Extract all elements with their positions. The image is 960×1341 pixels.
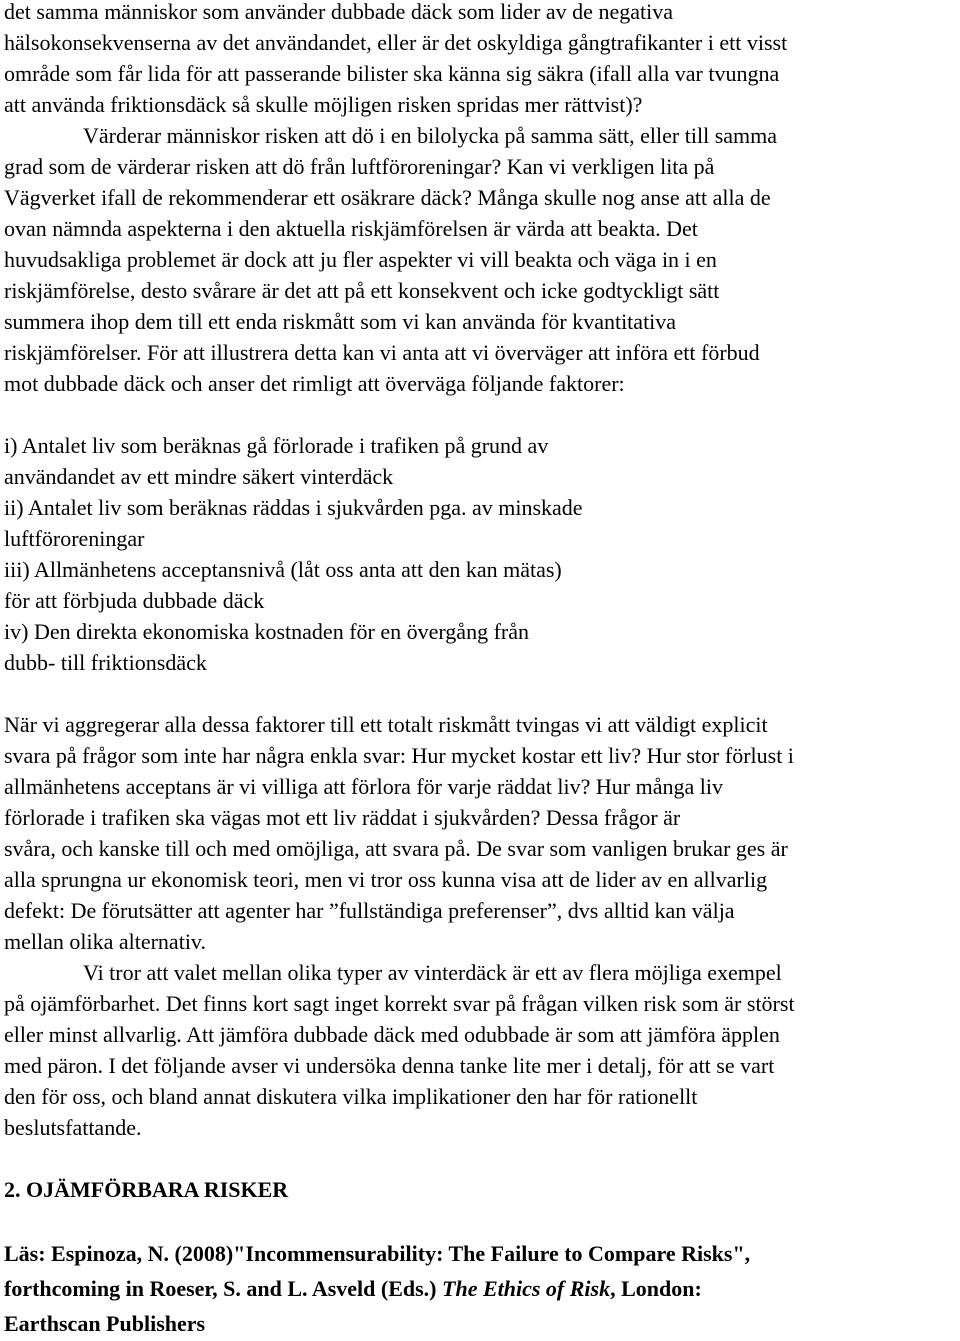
text-line: det samma människor som använder dubbade däck som lider av de negativa [4,0,673,24]
text-line: med päron. I det följande avser vi undersöka denna tanke lite mer i detalj, för att se vart [4,1053,775,1078]
reference-line: Earthscan Publishers [4,1311,206,1336]
spacer [4,1143,956,1174]
text-line: defekt: De förutsätter att agenter har ”fullständiga preferenser”, dvs alltid kan välja [4,898,735,923]
reading-reference [4,1236,956,1341]
text-line: område som får lida för att passerande bilister ska känna sig säkra (ifall alla var tvungna [4,61,780,86]
text-line: svara på frågor som inte har några enkla svar: Hur mycket kostar ett liv? Hur stor förlust i [4,743,794,768]
text-line: mot dubbade däck och anser det rimligt att överväga följande faktorer: [4,371,625,396]
document-page [4,0,956,1341]
section-heading: 2. OJÄMFÖRBARA RISKER [4,1177,289,1202]
book-title: The Ethics of Risk [442,1276,611,1301]
paragraph-intro [4,0,956,399]
list-item: dubb- till friktionsdäck [4,650,207,675]
text-line: När vi aggregerar alla dessa faktorer till ett totalt riskmått tvingas vi att väldigt explicit [4,712,768,737]
text-line: Värderar människor risken att dö i en bilolycka på samma sätt, eller till samma [83,123,778,148]
list-item: användandet av ett mindre säkert vinterdäck [4,464,394,489]
paragraph-incommensurability [4,957,956,1143]
text-line: beslutsfattande. [4,1115,142,1140]
text-line: på ojämförbarhet. Det finns kort sagt inget korrekt svar på frågan vilken risk som är störst [4,991,795,1016]
text-line: svåra, och kanske till och med omöjliga, att svara på. De svar som vanligen brukar ges är [4,836,788,861]
text-line: riskjämförelser. För att illustrera detta kan vi anta att vi överväger att införa ett förbud [4,340,760,365]
text-line: mellan olika alternativ. [4,929,206,954]
text-line: eller minst allvarlig. Att jämföra dubbade däck med odubbade är som att jämföra äpplen [4,1022,780,1047]
text-line: allmänhetens acceptans är vi villiga att förlora för varje räddat liv? Hur många liv [4,774,723,799]
text-line: summera ihop dem till ett enda riskmått som vi kan använda för kvantitativa [4,309,677,334]
list-item: luftföroreningar [4,526,145,551]
text-line: Vägverket ifall de rekommenderar ett osäkrare däck? Många skulle nog anse att alla de [4,185,771,210]
list-item: iii) Allmänhetens acceptansnivå (låt oss anta att den kan mätas) [4,557,562,582]
text-line: alla sprungna ur ekonomisk teori, men vi tror oss kunna visa att de lider av en allvarlig [4,867,768,892]
list-item: iv) Den direkta ekonomiska kostnaden för en övergång från [4,619,529,644]
text-line: riskjämförelse, desto svårare är det att på ett konsekvent och icke godtyckligt sätt [4,278,720,303]
list-item: i) Antalet liv som beräknas gå förlorade i trafiken på grund av [4,433,549,458]
reference-text: , London: [610,1276,702,1301]
reference-text: forthcoming in Roeser, S. and L. Asveld (Eds.) [4,1276,443,1301]
reference-line: Läs: Espinoza, N. (2008)"Incommensurability: The Failure to Compare Risks", [4,1241,751,1266]
text-line: grad som de värderar risken att dö från luftföroreningar? Kan vi verkligen lita på [4,154,715,179]
reference-line [4,1271,956,1306]
list-item: ii) Antalet liv som beräknas räddas i sjukvården pga. av minskade [4,495,583,520]
spacer [4,399,956,430]
paragraph-aggregation [4,709,956,957]
text-line: förlorade i trafiken ska vägas mot ett liv räddat i sjukvården? Dessa frågor är [4,805,681,830]
text-line: hälsokonsekvenserna av det användandet, eller är det oskyldiga gångtrafikanter i ett visst [4,30,788,55]
spacer [4,678,956,709]
text-line: den för oss, och bland annat diskutera vilka implikationer den har för rationellt [4,1084,698,1109]
text-line: Vi tror att valet mellan olika typer av vinterdäck är ett av flera möjliga exempel [83,960,782,985]
spacer [4,1205,956,1236]
text-line: ovan nämnda aspekterna i den aktuella riskjämförelsen är värda att beakta. Det [4,216,698,241]
factor-list [4,430,956,678]
text-line: att använda friktionsdäck så skulle möjligen risken spridas mer rättvist)? [4,92,643,117]
list-item: för att förbjuda dubbade däck [4,588,265,613]
text-line: huvudsakliga problemet är dock att ju fler aspekter vi vill beakta och väga in i en [4,247,717,272]
